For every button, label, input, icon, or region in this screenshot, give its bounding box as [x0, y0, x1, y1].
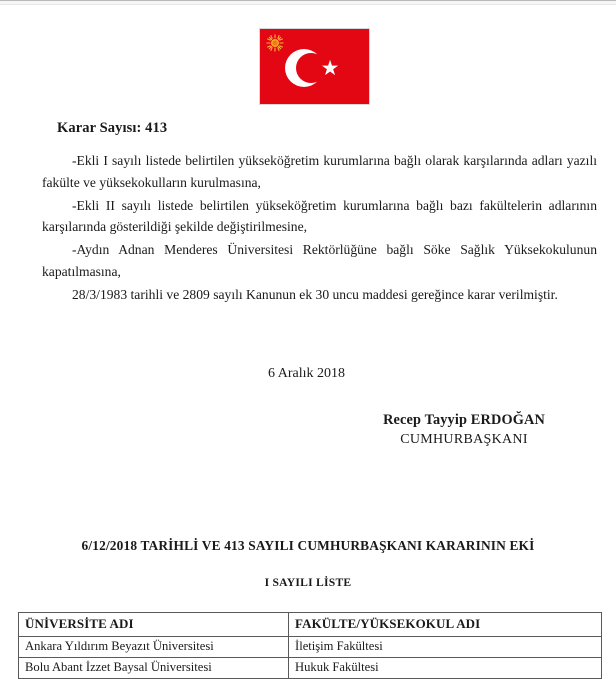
cell-university: Bolu Abant İzzet Baysal Üniversitesi [19, 658, 289, 679]
annex-subtitle: I SAYILI LİSTE [264, 576, 352, 589]
cell-faculty: İletişim Fakültesi [289, 637, 602, 658]
sun-emblem-icon [266, 34, 284, 52]
annex-table [18, 612, 602, 679]
cell-faculty: Hukuk Fakültesi [289, 658, 602, 679]
signature-block [330, 412, 598, 448]
body-paragraph-3: -Aydın Adnan Menderes Üniversitesi Rektörlüğüne bağlı Söke Sağlık Yüksekokulunun kapatılmasına, [42, 242, 597, 279]
annex-title: 6/12/2018 TARİHLİ VE 413 SAYILI CUMHURBAŞKANI KARARININ EKİ [81, 538, 535, 553]
flag-field [259, 28, 370, 105]
column-header-faculty: FAKÜLTE/YÜKSEKOKUL ADI [289, 613, 602, 637]
body-paragraph-1: -Ekli I sayılı listede belirtilen yükseköğretim kurumlarına bağlı olarak karşılarında adları yazılı fakülte ve yüksekokulların kurulmasına, [42, 153, 597, 190]
table-header-row [19, 613, 602, 637]
signatory-title: CUMHURBAŞKANI [400, 432, 528, 447]
column-header-university: ÜNİVERSİTE ADI [19, 613, 289, 637]
turkish-flag-emblem [259, 28, 370, 105]
flag-star-icon: ★ [320, 56, 340, 80]
cell-university: Ankara Yıldırım Beyazıt Üniversitesi [19, 637, 289, 658]
annex-table-container [18, 612, 602, 679]
document-date: 6 Aralık 2018 [268, 366, 345, 381]
signatory-name: Recep Tayyip ERDOĞAN [383, 412, 545, 428]
body-paragraph-4: 28/3/1983 tarihli ve 2809 sayılı Kanunun ek 30 uncu maddesi gereğince karar verilmiştir. [72, 286, 558, 302]
document-body [42, 150, 597, 305]
body-paragraph-2: -Ekli II sayılı listede belirtilen yükseköğretim kurumlarına bağlı bazı fakültelerin adlarının karşılarında gösterildiği şekilde değiştirilmesine, [42, 197, 597, 234]
table-row [19, 637, 602, 658]
decision-number: Karar Sayısı: 413 [57, 120, 168, 136]
